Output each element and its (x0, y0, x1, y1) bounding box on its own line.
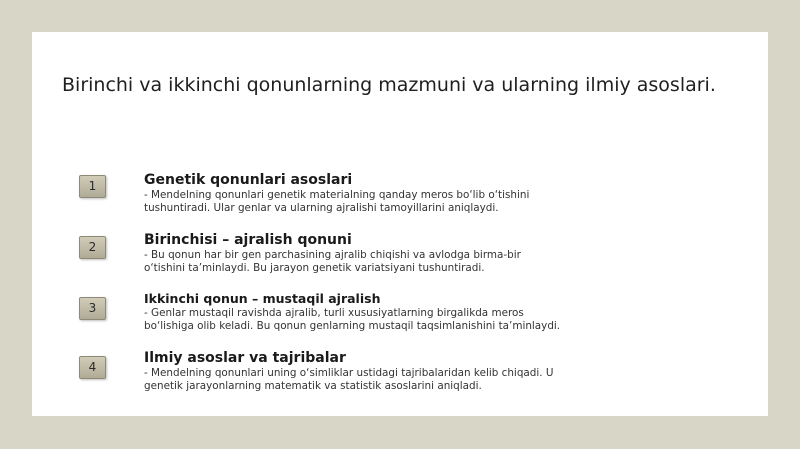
item-text (144, 172, 564, 215)
item-description: - Bu qonun har bir gen parchasining ajralib chiqishi va avlodga birma-bir o‘tishini ta’minlaydi. Bu jarayon genetik variatsiyani tushuntiradi. (144, 249, 521, 274)
slide-title: Birinchi va ikkinchi qonunlarning mazmuni va ularning ilmiy asoslari. (62, 74, 716, 96)
item-text (144, 291, 564, 333)
slide (32, 32, 768, 416)
item-heading: Genetik qonunlari asoslari (144, 172, 353, 188)
item-number-badge: 1 (79, 175, 106, 198)
item-number-badge: 4 (79, 356, 106, 379)
item-description: - Genlar mustaqil ravishda ajralib, turli xususiyatlarning birgalikda meros bo‘lishiga olib keladi. Bu qonun genlarning mustaqil taqsimlanishini ta’minlaydi. (144, 307, 561, 332)
item-number-badge: 3 (79, 297, 106, 320)
item-text (144, 232, 564, 275)
item-heading: Ikkinchi qonun – mustaqil ajralish (144, 291, 381, 306)
item-description: - Mendelning qonunlari genetik materialning qanday meros bo‘lib o‘tishini tushuntiradi. Ular genlar va ularning ajralishi tamoyillarini aniqlaydi. (144, 189, 530, 214)
item-heading: Birinchisi – ajralish qonuni (144, 232, 352, 248)
item-heading: Ilmiy asoslar va tajribalar (144, 350, 346, 366)
item-number-badge: 2 (79, 236, 106, 259)
item-description: - Mendelning qonunlari uning o‘simliklar ustidagi tajribalaridan kelib chiqadi. U genetik jarayonlarning matematik va statistik asoslarini aniqladi. (144, 367, 554, 392)
item-text (144, 350, 564, 393)
